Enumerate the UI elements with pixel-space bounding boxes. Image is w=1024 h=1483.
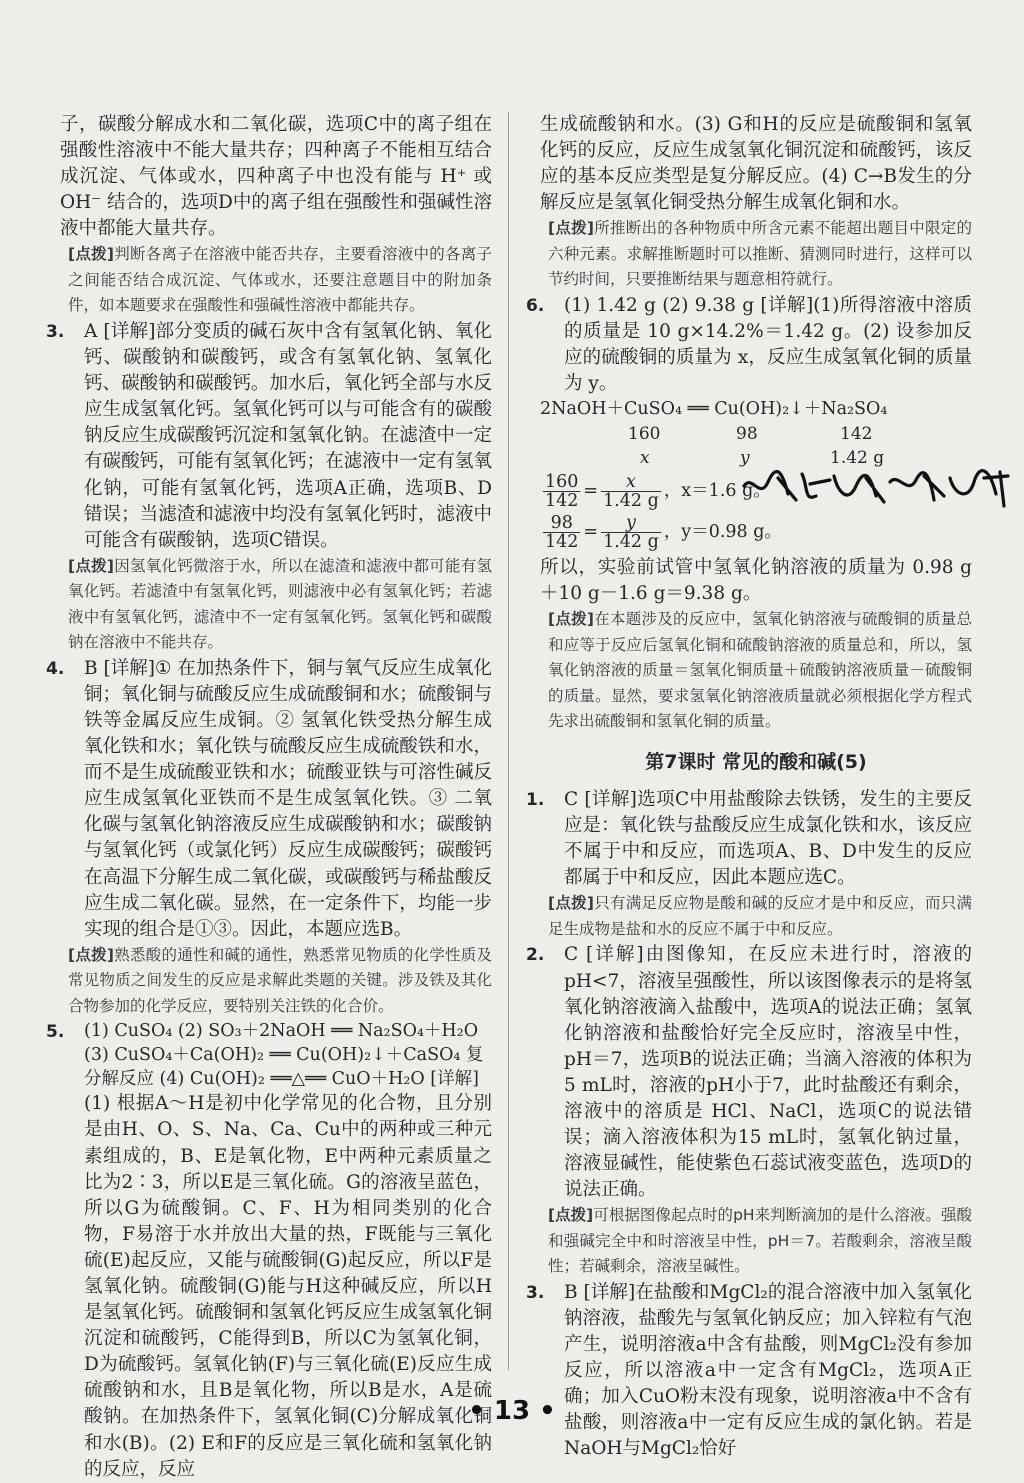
left-column <box>46 112 492 1483</box>
fraction-denominator: 1.42 g <box>603 532 659 553</box>
hint-text: 可根据图像起点时的pH来判断滴加的是什么溶液。强酸和强碱完全中和时溶液呈中性，pH＝7。若酸剩余，溶液呈酸性；若碱剩余，溶液呈碱性。 <box>548 1206 972 1276</box>
answer-text: B [详解]在盐酸和MgCl₂的混合溶液中加入氢氧化钠溶液，盐酸先与氢氧化钠反应；加入锌粒有气泡产生，说明溶液a中含有盐酸，则MgCl₂没有参加反应，所以溶液a中一定含有MgCl₂，选项A正确；加入CuO粉末没有现象，说明溶液a中不含有盐酸，则溶液a中一定有反应生成的氯化钠。若是NaOH与MgCl₂恰好 <box>564 1281 972 1460</box>
unknown-y: y <box>740 448 750 469</box>
equation-line: (1) CuSO₄ (2) SO₃＋2NaOH ══ Na₂SO₄＋H₂O <box>84 1021 479 1042</box>
molar-mass: 98 <box>736 424 758 445</box>
hint-text: 只有满足反应物是酸和碱的反应才是中和反应，而只满足生成物是盐和水的反应不属于中和反应。 <box>548 894 972 938</box>
molar-mass-row <box>540 421 972 445</box>
equation-line: 分解反应 (4) Cu(OH)₂ ══△══ CuO＋H₂O [详解] <box>84 1069 479 1090</box>
hint-box <box>548 607 972 735</box>
fraction-denominator: 1.42 g <box>603 491 659 512</box>
paragraph: 生成硫酸钠和水。(3) G和H的反应是硫酸铜和氢氧化钙的反应，反应生成氢氧化铜沉淀和硫酸钙，该反应的基本反应类型是复分解反应。(4) C→B发生的分解反应是氢氧化铜受热分解生成氧化铜和水。 <box>540 114 972 214</box>
answer-text: C [详解]由图像知，在反应未进行时，溶液的pH<7，溶液呈强酸性，所以该图像表示的是将氢氧化钠溶液滴入盐酸中，选项A的说法正确；氢氧化钠溶液和盐酸恰好完全反应时，溶液呈中性，pH＝7，选项B的说法正确；当滴入溶液的体积为5 mL时，溶液的pH小于7，此时盐酸还有剩余，溶液中的溶质是 HCl、NaCl，选项C的说法错误；滴入溶液体积为15 mL时，氢氧化钠过量，溶液显碱性，能使紫色石蕊试液变蓝色，选项D的说法正确。 <box>564 944 972 1201</box>
result: ，y＝0.98 g。 <box>663 522 782 543</box>
question-number: 3. <box>526 1282 545 1303</box>
section-question-2 <box>526 942 972 1279</box>
hint-text: 判断各离子在溶液中能否共存，主要看溶液中的各离子之间能否结合成沉淀、气体或水，还要注意题目中的附加条件，如本题要求在强酸性和强碱性溶液中都能共存。 <box>68 245 492 315</box>
hint-label: [点拨] <box>68 945 114 964</box>
given-mass: 1.42 g <box>830 448 885 469</box>
hint-text: 熟悉酸的通性和碱的通性，熟悉常见物质的化学性质及常见物质之间发生的反应是求解此类题的关键。涉及铁及其化合物参加的化学反应，要特别关注铁的化合价。 <box>68 945 492 1015</box>
section-question-3 <box>526 1280 972 1463</box>
hint-box <box>548 216 972 293</box>
chemical-equation: 2NaOH＋CuSO₄ ══ Cu(OH)₂↓＋Na₂SO₄ <box>540 399 888 420</box>
question-4 <box>46 656 492 1020</box>
fraction-numerator: x <box>601 473 661 492</box>
hint-text: 所推断出的各种物质中所含元素不能超出题目中限定的六种元素。求解推断题时可以推断、猜测同时进行，这样可以节约时间，只要推断结果与题意相符就行。 <box>548 219 972 289</box>
section-question-1 <box>526 787 972 942</box>
hint-label: [点拨] <box>548 610 594 629</box>
molar-mass: 142 <box>840 424 873 445</box>
fraction-numerator: 160 <box>545 472 579 493</box>
answer-text: C [详解]选项C中用盐酸除去铁锈，发生的主要反应是：氧化铁与盐酸反应生成氯化铁和水，该反应不属于中和反应，而选项A、B、D中发生的反应都属于中和反应，因此本题应选C。 <box>564 789 972 889</box>
hint-label: [点拨] <box>548 894 594 913</box>
result: ，x＝1.6 g。 <box>663 481 771 502</box>
fraction-numerator: y <box>601 514 661 533</box>
hint-label: [点拨] <box>68 245 114 264</box>
hint-label: [点拨] <box>548 1206 594 1225</box>
fraction-denominator: 142 <box>545 491 579 512</box>
question-3 <box>46 319 492 656</box>
hint-box <box>548 891 972 942</box>
answer-text: A [详解]部分变质的碱石灰中含有氢氧化钠、氧化钙、碳酸钠和碳酸钙，或含有氢氧化钠、氢氧化钙、碳酸钠和碳酸钙。加水后，氧化钙全部与水反应生成氢氧化钙。氢氧化钙可以与可能含有的碳酸钠反应生成碳酸钙沉淀和氢氧化钠。在滤渣中一定有碳酸钙，可能有氢氧化钙；在滤液中一定有氢氧化钠，可能有氢氧化钙，选项A正确，选项B、D错误；当滤渣和滤液中均没有氢氧化钙时，滤液中可能含有碳酸钠，选项C错误。 <box>84 320 492 551</box>
equation-line: (3) CuSO₄＋Ca(OH)₂ ══ Cu(OH)₂↓＋CaSO₄ 复 <box>84 1045 484 1066</box>
proportion-2: $\frac{98}{142}$ = $\frac{y}{1.42 g}$ ，y＝0.98 g。 <box>545 513 782 553</box>
question-6 <box>526 293 972 397</box>
fraction-numerator: 98 <box>543 514 580 533</box>
unknown-x: x <box>640 448 650 469</box>
answer-text: (1) 1.42 g (2) 9.38 g [详解](1)所得溶液中溶质的质量是 10 g×14.2%＝1.42 g。(2) 设参加反应的硫酸铜的质量为 x，反应生成氢氧化铜的质量为 y。 <box>564 294 972 395</box>
hint-box <box>68 943 492 1020</box>
hint-label: [点拨] <box>548 219 594 238</box>
handwritten-scribble-icon <box>738 456 1024 516</box>
section-title: 第7课时 常见的酸和碱(5) <box>645 750 867 773</box>
question-number: 6. <box>526 295 545 316</box>
question-number: 1. <box>526 790 545 811</box>
hint-box <box>68 242 492 319</box>
question-number: 3. <box>46 321 65 342</box>
paragraph: 子，碳酸分解成水和二氧化碳，选项C中的离子组在强酸性溶液中不能大量共存；四种离子不能相互结合成沉淀、气体或水，四种离子中也没有能与 H⁺ 或 OH⁻ 结合的，选项D中的离子组在强酸性和强碱性溶液中都能大量共存。 <box>60 114 492 240</box>
hint-label: [点拨] <box>68 556 114 575</box>
hint-box <box>68 554 492 656</box>
molar-mass: 160 <box>628 424 661 445</box>
answer-text: (1) 根据A～H是初中化学常见的化合物，且分别是由H、O、S、Na、Ca、Cu中的两种或三种元素组成的，B、E是氧化物，E中两种元素质量之比为2∶3，所以E是三氧化硫。G的溶液呈蓝色，所以G为硫酸铜。C、F、H为相同类别的化合物，F易溶于水并放出大量的热，F既能与三氧化硫(E)起反应，又能与硫酸铜(G)起反应，所以F是氢氧化钠。硫酸铜(G)能与H这种碱反应，所以H是氢氧化钙。硫酸铜和氢氧化钙反应生成氢氧化铜沉淀和硫酸钙，C能得到B，所以C为氢氧化铜，D为硫酸钙。氢氧化钠(F)与三氧化硫(E)反应生成硫酸钠和水，且B是氧化物，所以B是水，A是硫酸钠。在加热条件下，氢氧化铜(C)分解成氧化铜和水(B)。(2) E和F的反应是三氧化硫和氢氧化钠的反应，反应 <box>84 1093 492 1480</box>
right-column <box>526 112 972 1463</box>
conclusion-text: 所以，实验前试管中氢氧化钠溶液的质量为 0.98 g＋10 g－1.6 g＝9.38 g。 <box>540 557 972 605</box>
question-number: 2. <box>526 945 545 966</box>
column-divider <box>508 112 509 1370</box>
fraction-denominator: 142 <box>545 532 579 553</box>
hint-text: 在本题涉及的反应中，氢氧化钠溶液与硫酸铜的质量总和应等于反应后氢氧化铜和硫酸钠溶液的质量总和，所以，氢氧化钠溶液的质量＝氢氧化铜质量＋硫酸钠溶液质量－硫酸铜的质量。显然，要求氢氧化钠溶液质量就必须根据化学方程式先求出硫酸铜和氢氧化铜的质量。 <box>548 610 972 731</box>
proportion-1: $\frac{160}{142}$ = $\frac{x}{1.42 g}$ ，x＝1.6 g。 <box>545 472 771 512</box>
question-number: 5. <box>46 1022 65 1043</box>
answer-text: B [详解]① 在加热条件下，铜与氧气反应生成氧化铜；氧化铜与硫酸反应生成硫酸铜和水；硫酸铜与铁等金属反应生成铜。② 氢氧化铁受热分解生成氧化铁和水；氧化铁与硫酸反应生成硫酸铁和水，而不是生成硫酸亚铁和水；硫酸亚铁与可溶性碱反应生成氢氧化亚铁而不是生成氢氧化铁。③ 二氧化碳与氢氧化钠溶液反应生成碳酸钠和水；碳酸钠与氢氧化钙（或氯化钙）反应生成碳酸钙；碳酸钙在高温下分解生成二氧化碳，或碳酸钙与稀盐酸反应生成二氧化碳。显然，在一定条件下，均能一步实现的组合是①③。因此，本题应选B。 <box>84 657 492 940</box>
page-number: • 13 • <box>468 1396 556 1426</box>
hint-box <box>548 1203 972 1280</box>
question-number: 4. <box>46 658 65 679</box>
hint-text: 因氢氧化钙微溶于水，所以在滤渣和滤液中都可能有氢氧化钙。若滤渣中有氢氧化钙，则滤液中必有氢氧化钙；若滤液中有氢氧化钙，滤渣中不一定有氢氧化钙。氢氧化钙和碳酸钠在溶液中不能共存。 <box>68 556 492 652</box>
